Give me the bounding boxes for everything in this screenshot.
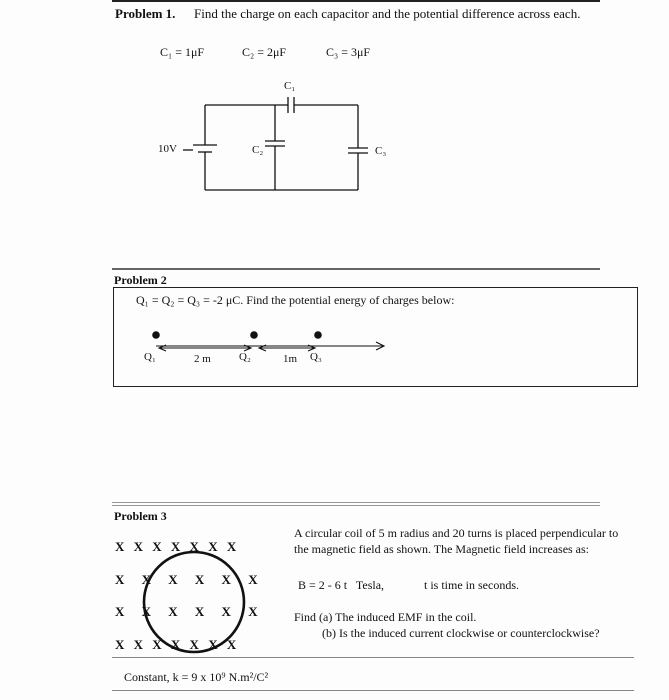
field-equation: B = 2 - 6 t Tesla, [298,578,385,592]
divider-constant [112,657,634,658]
circuit-label-c2: C₂ [252,144,264,156]
circuit-label-c3: C₃ [375,145,387,157]
capacitance-c3: C₃ = 3μF [326,45,371,59]
field-note: t is time in seconds. [424,578,519,592]
field-row-3: X X X X X X [115,604,265,619]
field-row-4: X X X X X X X [115,637,240,652]
charge-label-q1: Q₁ [144,351,156,363]
problem1-question: Find the charge on each capacitor and the potential difference across each. [194,6,581,21]
problem3-heading: Problem 3 [114,509,167,523]
question-a: Find (a) The induced EMF in the coil. [294,610,477,624]
problem3-description-1: A circular coil of 5 m radius and 20 turns is placed perpendicular to [294,526,619,540]
circuit-label-battery: 10V [158,143,177,155]
divider-bottom [112,690,634,691]
problem2-heading: Problem 2 [114,273,167,287]
charge-label-q2: Q₂ [239,351,251,363]
charge-label-q3: Q₃ [310,351,322,363]
coil-circle [144,552,244,652]
problem3-description-2: the magnetic field as shown. The Magnetic field increases as: [294,542,590,556]
distance-label-2m: 2 m [194,353,211,365]
question-b: (b) Is the induced current clockwise or counterclockwise? [322,626,600,640]
field-row-1: X X X X X X X [115,539,240,554]
constant-k: Constant, k = 9 x 10⁹ N.m²/C² [124,670,269,684]
capacitance-c1: C₁ = 1μF [160,45,205,59]
capacitance-c2: C₂ = 2μF [242,45,287,59]
distance-label-1m: 1m [283,353,298,365]
circuit-label-c1: C₁ [284,80,296,92]
field-row-2: X X X X X X [115,572,265,587]
problem2-question: Q₁ = Q₂ = Q₃ = -2 μC. Find the potential energy of charges below: [136,293,455,307]
problem1-heading: Problem 1. [115,6,176,21]
